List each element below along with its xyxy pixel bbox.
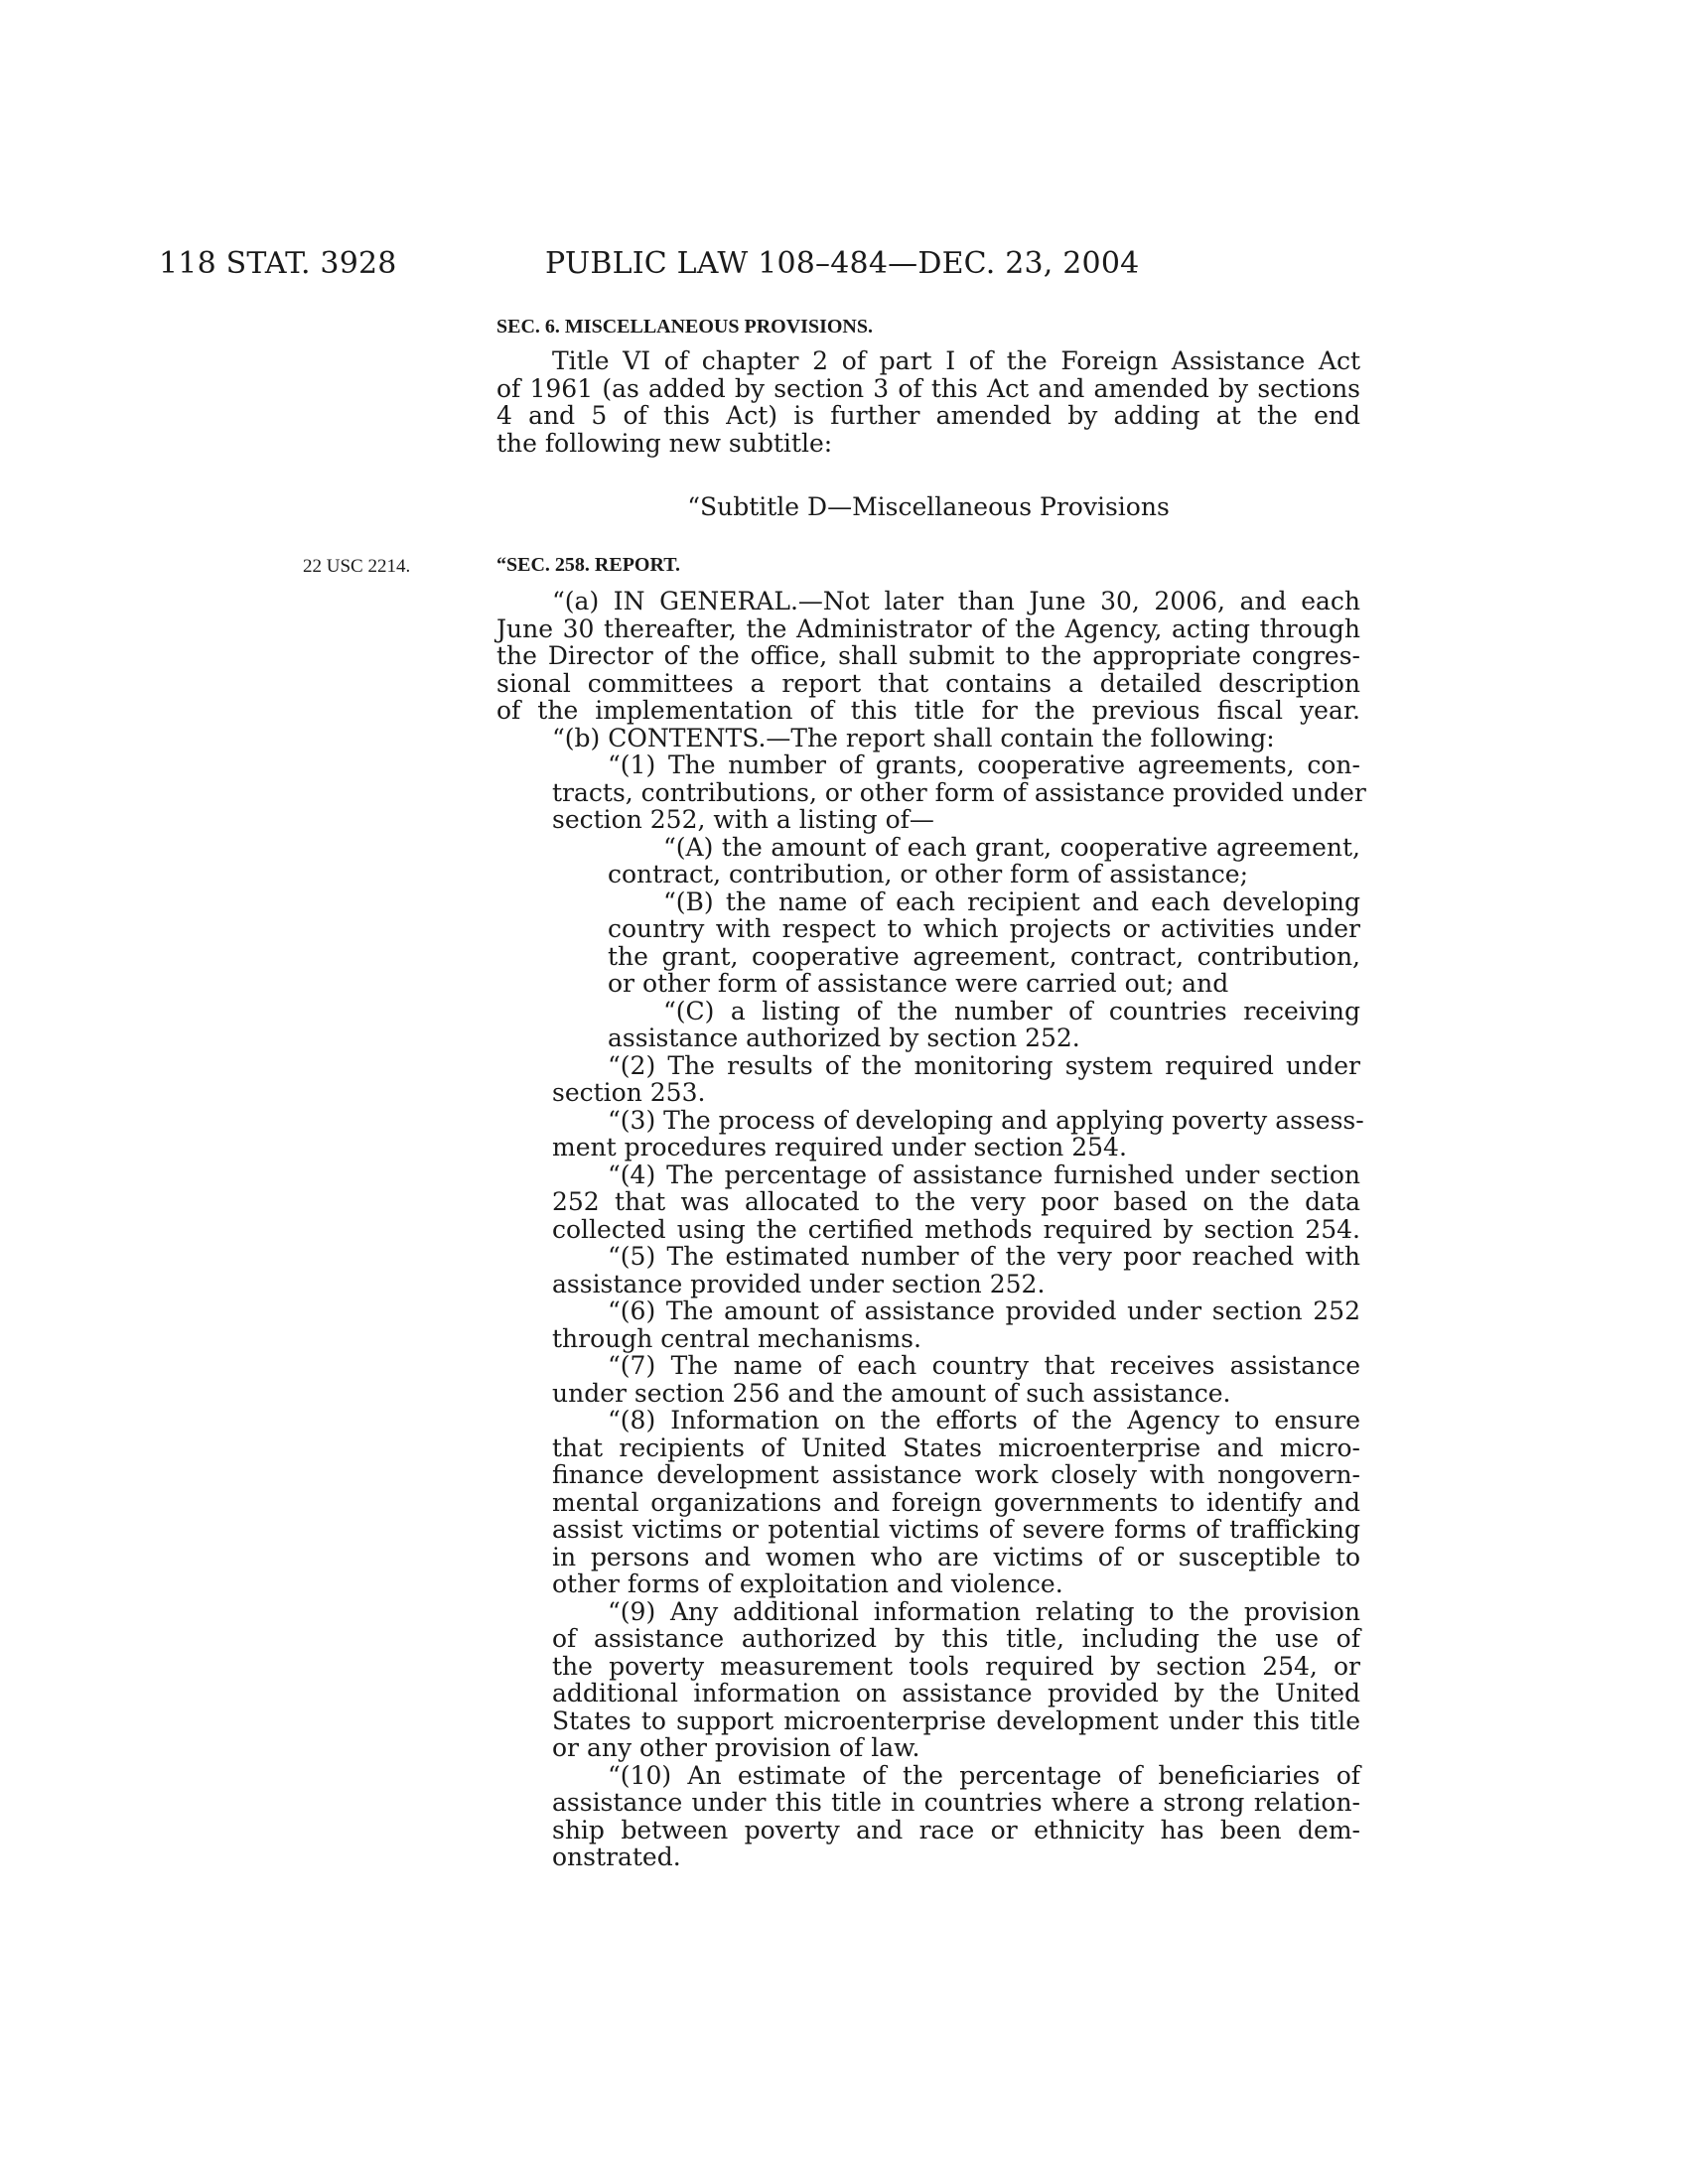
text-line: 4 and 5 of this Act) is further amended by adding at the end — [496, 401, 1360, 430]
text-line: “(C) a listing of the number of countries receiving — [663, 996, 1360, 1025]
text-line: the following new subtitle: — [496, 428, 833, 458]
text-line: “(1) The number of grants, cooperative agreements, con- — [608, 751, 1360, 779]
text-line: “(3) The process of developing and applying poverty assess- — [608, 1105, 1364, 1135]
text-line: section 252, with a listing of— — [552, 805, 934, 834]
text-line: “(B) the name of each recipient and each developing — [663, 887, 1360, 916]
page-stat-citation: 118 STAT. 3928 — [159, 246, 397, 281]
text-line: that recipients of United States microenterprise and micro- — [552, 1433, 1360, 1462]
text-line: “(9) Any additional information relating to the provision — [608, 1596, 1360, 1626]
text-line: “(4) The percentage of assistance furnished under section — [608, 1160, 1360, 1189]
text-line: “(A) the amount of each grant, cooperative agreement, — [663, 832, 1360, 862]
text-line: finance development assistance work closely with nongovern- — [552, 1460, 1360, 1489]
text-line: sional committees a report that contains a detailed description — [496, 668, 1360, 698]
text-line: “(6) The amount of assistance provided under section 252 — [608, 1297, 1360, 1325]
text-line: “(a) IN GENERAL.—Not later than June 30, 2006, and each — [552, 587, 1360, 615]
section-258-body — [496, 587, 1366, 1871]
text-line: June 30 thereafter, the Administrator of the Agency, acting through — [496, 614, 1360, 643]
subtitle-heading: “Subtitle D—Miscellaneous Provisions — [687, 492, 1170, 521]
text-line: or any other provision of law. — [552, 1733, 920, 1762]
text-line: onstrated. — [552, 1843, 681, 1871]
text-line: section 253. — [552, 1078, 706, 1107]
text-line: of the implementation of this title for the previous fiscal year. — [496, 696, 1360, 725]
text-line: additional information on assistance provided by the United — [552, 1679, 1360, 1707]
text-line: “(8) Information on the efforts of the Agency to ensure — [608, 1406, 1360, 1434]
text-line: in persons and women who are victims of or susceptible to — [552, 1542, 1360, 1571]
text-line: the poverty measurement tools required by section 254, or — [552, 1651, 1360, 1681]
text-line: of assistance authorized by this title, including the use of — [552, 1624, 1360, 1653]
text-line: through central mechanisms. — [552, 1323, 921, 1353]
text-line: assistance provided under section 252. — [552, 1269, 1046, 1298]
text-line: “(5) The estimated number of the very poor reached with — [608, 1242, 1360, 1271]
text-line: ship between poverty and race or ethnicity has been dem- — [552, 1815, 1360, 1844]
text-line: contract, contribution, or other form of assistance; — [608, 860, 1248, 888]
text-line: 252 that was allocated to the very poor based on the data — [552, 1187, 1360, 1216]
text-line: collected using the certified methods required by section 254. — [552, 1214, 1360, 1244]
section-6-body — [496, 347, 1360, 457]
text-line: under section 256 and the amount of such assistance. — [552, 1378, 1231, 1408]
text-line: country with respect to which projects or activities under — [608, 914, 1360, 943]
text-line: “(b) CONTENTS.—The report shall contain the following: — [552, 723, 1275, 752]
section-258-heading: “SEC. 258. REPORT. — [496, 554, 681, 576]
text-line: the grant, cooperative agreement, contract, contribution, — [608, 941, 1360, 971]
text-line: tracts, contributions, or other form of assistance provided under — [552, 777, 1366, 807]
text-line: “(10) An estimate of the percentage of beneficiaries of — [608, 1760, 1360, 1790]
margin-citation: 22 USC 2214. — [303, 556, 411, 577]
text-line: assistance under this title in countries where a strong relation- — [552, 1788, 1360, 1817]
text-line: “(2) The results of the monitoring system required under — [608, 1050, 1360, 1080]
section-6-heading: SEC. 6. MISCELLANEOUS PROVISIONS. — [496, 316, 873, 338]
text-line: Title VI of chapter 2 of part I of the Foreign Assistance Act — [552, 346, 1360, 375]
text-line: assist victims or potential victims of severe forms of trafficking — [552, 1515, 1360, 1544]
text-line: other forms of exploitation and violence. — [552, 1570, 1063, 1598]
text-line: mental organizations and foreign governments to identify and — [552, 1487, 1360, 1517]
text-line: of 1961 (as added by section 3 of this Act and amended by sections — [496, 373, 1360, 403]
text-line: ment procedures required under section 254. — [552, 1133, 1127, 1161]
text-line: or other form of assistance were carried out; and — [608, 969, 1229, 998]
text-line: the Director of the office, shall submit to the appropriate congres- — [496, 641, 1360, 670]
text-line: assistance authorized by section 252. — [608, 1024, 1080, 1052]
running-head-public-law: PUBLIC LAW 108–484—DEC. 23, 2004 — [545, 246, 1140, 281]
text-line: States to support microenterprise development under this title — [552, 1706, 1360, 1735]
text-line: “(7) The name of each country that receives assistance — [608, 1351, 1360, 1380]
